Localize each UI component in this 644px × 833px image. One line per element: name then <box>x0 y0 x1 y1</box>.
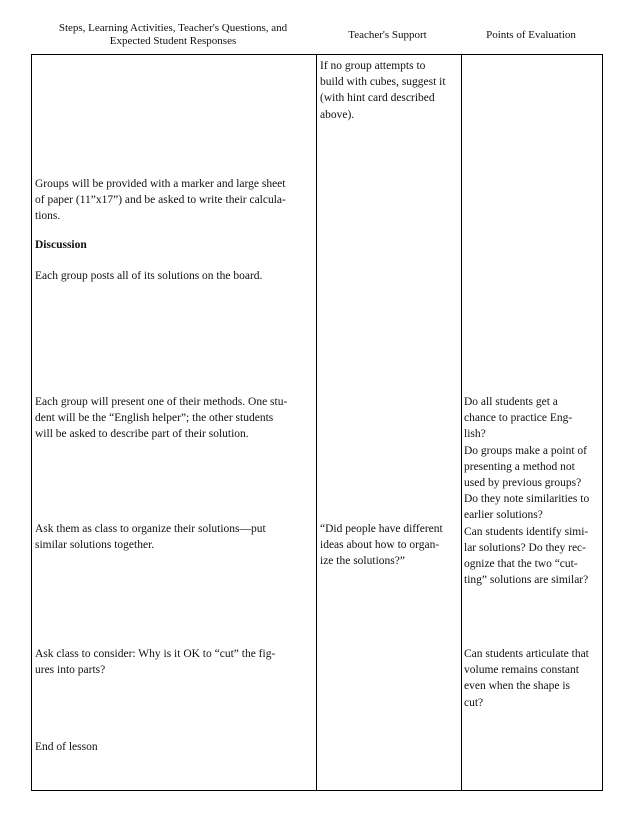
lesson-table <box>31 54 603 791</box>
support-hint-card: If no group attempts to build with cubes, suggest it (with hint card described above). <box>320 60 446 121</box>
step-consider-cut: Ask class to consider: Why is it OK to “cut” the fig- ures into parts? <box>35 648 276 677</box>
header-steps <box>31 22 315 48</box>
step-posts-solutions: Each group posts all of its solutions on the board. <box>35 270 263 282</box>
step-groups-marker: Groups will be provided with a marker and large sheet of paper (11”x17”) and be asked to write their calcula- tions. <box>35 178 286 223</box>
header-steps-line2: Expected Student Responses <box>109 35 237 47</box>
column-divider <box>461 55 462 790</box>
step-organize-solutions: Ask them as class to organize their solutions—put similar solutions together. <box>35 523 266 552</box>
evaluation-english-practice: Do all students get a chance to practice Eng- lish? Do groups make a point of presenting a method not used by previous groups? Do they note similarities to earlier solutions? Can students identify simi- lar solutions? Do they rec- ognize that the two “cut- ting” solutions are similar? <box>464 396 590 587</box>
header-steps-line1: Steps, Learning Activities, Teacher's Questions, and <box>58 22 288 34</box>
header-points-of-evaluation: Points of Evaluation <box>486 29 576 41</box>
support-organize-question: “Did people have different ideas about how to organ- ize the solutions?” <box>320 523 443 568</box>
discussion-heading: Discussion <box>35 239 87 251</box>
evaluation-volume-constant: Can students articulate that volume remains constant even when the shape is cut? <box>464 648 589 709</box>
step-present-methods: Each group will present one of their methods. One stu- dent will be the “English helper”; the other students will be asked to describe part of their solution. <box>35 396 288 441</box>
step-end-of-lesson: End of lesson <box>35 741 98 753</box>
header-teachers-support: Teacher's Support <box>348 29 427 41</box>
column-divider <box>316 55 317 790</box>
